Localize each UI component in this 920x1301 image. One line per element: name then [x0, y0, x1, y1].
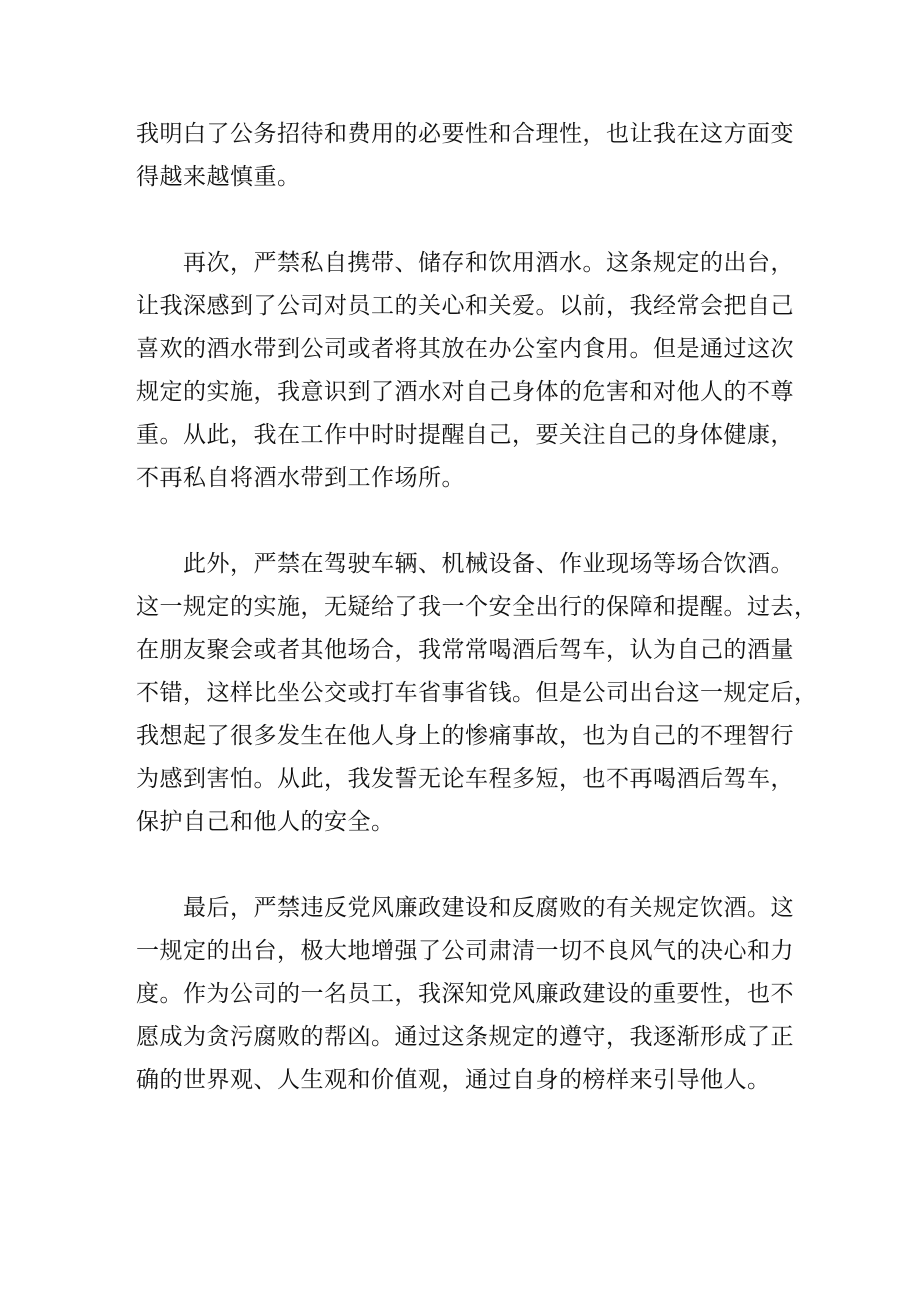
text-line: 我想起了很多发生在他人身上的惨痛事故，也为自己的不理智行: [136, 723, 794, 749]
text-line: 这一规定的实施，无疑给了我一个安全出行的保障和提醒。过去，: [136, 594, 818, 620]
paragraph-1: [136, 113, 811, 199]
text-line: 最后，严禁违反党风廉政建设和反腐败的有关规定饮酒。这: [136, 895, 794, 921]
text-line: 不错，这样比坐公交或打车省事省钱。但是公司出台这一规定后，: [136, 680, 818, 706]
text-line: 愿成为贪污腐败的帮凶。通过这条规定的遵守，我逐渐形成了正: [136, 1024, 794, 1050]
paragraph-4: [136, 887, 811, 1102]
text-line: 一规定的出台，极大地增强了公司肃清一切不良风气的决心和力: [136, 938, 794, 964]
text-line: 重。从此，我在工作中时时提醒自己，要关注自己的身体健康，: [136, 422, 794, 448]
paragraph-gap: [136, 500, 811, 543]
text-line: 此外，严禁在驾驶车辆、机械设备、作业现场等场合饮酒。: [136, 551, 794, 577]
text-line: 确的世界观、人生观和价值观，通过自身的榜样来引导他人。: [136, 1067, 771, 1093]
text-line: 规定的实施，我意识到了酒水对自己身体的危害和对他人的不尊: [136, 379, 794, 405]
text-line: 度。作为公司的一名员工，我深知党风廉政建设的重要性，也不: [136, 981, 794, 1007]
paragraph-gap: [136, 199, 811, 242]
text-line: 保护自己和他人的安全。: [136, 809, 395, 835]
text-line: 让我深感到了公司对员工的关心和关爱。以前，我经常会把自己: [136, 293, 794, 319]
text-line: 在朋友聚会或者其他场合，我常常喝酒后驾车，认为自己的酒量: [136, 637, 794, 663]
text-line: 我明白了公务招待和费用的必要性和合理性，也让我在这方面变: [136, 121, 794, 147]
paragraph-gap: [136, 844, 811, 887]
text-line: 为感到害怕。从此，我发誓无论车程多短，也不再喝酒后驾车，: [136, 766, 794, 792]
text-line: 得越来越慎重。: [136, 164, 301, 190]
paragraph-3: [136, 543, 818, 844]
document-body: [136, 113, 818, 1102]
text-line: 再次，严禁私自携带、储存和饮用酒水。这条规定的出台，: [136, 250, 794, 276]
text-line: 喜欢的酒水带到公司或者将其放在办公室内食用。但是通过这次: [136, 336, 794, 362]
text-line: 不再私自将酒水带到工作场所。: [136, 465, 465, 491]
paragraph-2: [136, 242, 811, 500]
